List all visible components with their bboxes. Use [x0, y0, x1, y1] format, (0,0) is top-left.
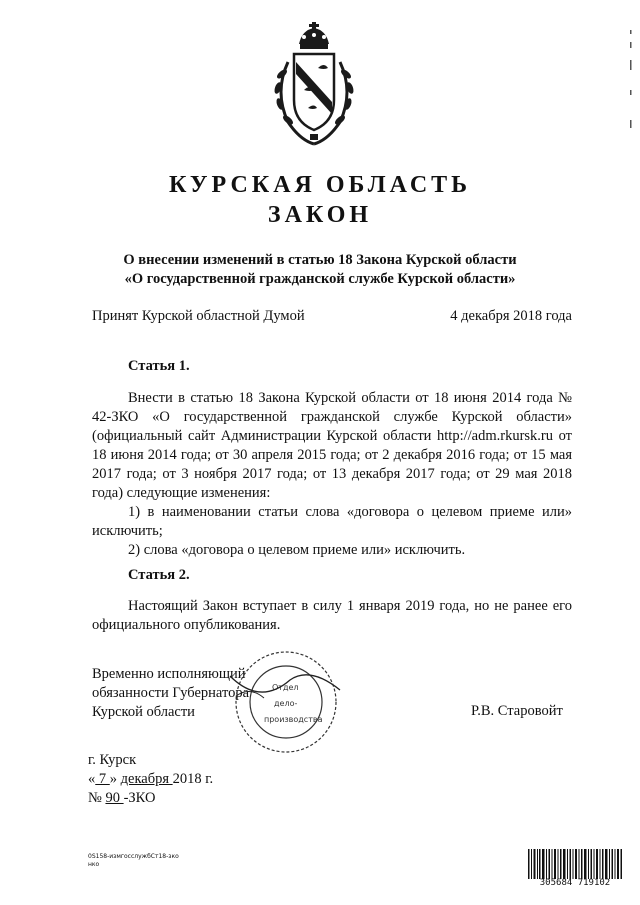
date-close-quote: » — [109, 771, 117, 787]
law-number-sign: № — [88, 790, 102, 806]
signer-position-line-1: Временно исполняющий — [92, 666, 246, 682]
file-code-line-1: 0S158-измгосслужбСт18-зко — [88, 853, 179, 860]
region-title: КУРСКАЯ ОБЛАСТЬ — [168, 172, 472, 198]
law-subject-line-1: О внесении изменений в статью 18 Закона Курской области — [123, 252, 517, 268]
law-subject-line-2: «О государственной гражданской службе Курской области» — [124, 271, 516, 287]
article-1-item-1: 1) в наименовании статьи слова «договора о целевом приеме или» исключить; — [92, 504, 572, 539]
signing-month: декабря — [120, 771, 173, 787]
signing-date — [88, 770, 213, 789]
article-2-body — [92, 597, 572, 635]
svg-text:производства: производства — [264, 715, 323, 724]
scan-edge-mark — [628, 30, 634, 150]
kursk-coat-of-arms-icon — [268, 22, 360, 148]
article-2-paragraph: Настоящий Закон вступает в силу 1 января 2019 года, но не ранее его официального опубликования. — [92, 598, 572, 633]
signing-city: г. Курск — [88, 752, 137, 768]
signer-position-line-3: Курской области — [92, 704, 195, 720]
law-subject — [40, 251, 600, 289]
article-2-title: Статья 2. — [128, 567, 190, 583]
svg-text:Отдел: Отдел — [272, 683, 299, 692]
barcode-number: 305684 719102 — [539, 878, 611, 888]
law-number-value: 90 — [105, 790, 124, 806]
signer-position-line-2: обязанности Губернатора — [92, 685, 250, 701]
adoption-date: 4 декабря 2018 года — [450, 308, 572, 324]
document-type-title: ЗАКОН — [267, 202, 373, 228]
article-1-item-2: 2) слова «договора о целевом приеме или» исключить. — [128, 542, 466, 558]
file-code-line-2: нко — [88, 861, 100, 868]
article-1-paragraph: Внести в статью 18 Закона Курской области от 18 июня 2014 года № 42-ЗКО «О государственной гражданской службе Курской области» (официальный сайт Администрации Курской области http://adm.rkursk.ru от 18 июня 2014 года; от 30 апреля 2015 года; от 2 декабря 2016 года; от 15 мая 2017 года; от 3 ноября 2017 года; от 13 декабря 2017 года; от 29 мая 2018 года) следующие изменения: — [92, 390, 572, 501]
file-code — [88, 853, 179, 869]
signing-year: 2018 г. — [172, 771, 214, 787]
law-number — [88, 789, 213, 808]
article-1-body — [92, 389, 572, 560]
signer-name: Р.В. Старовойт — [471, 703, 563, 719]
signing-day: 7 — [95, 771, 110, 787]
svg-text:дело-: дело- — [274, 699, 298, 708]
date-open-quote: « — [88, 771, 96, 787]
adoption-label: Принят Курской областной Думой — [92, 308, 305, 324]
barcode-icon — [528, 849, 622, 881]
signing-place-block — [88, 751, 213, 808]
article-1-title: Статья 1. — [128, 358, 190, 374]
law-number-suffix: -ЗКО — [123, 790, 156, 806]
office-stamp-icon — [220, 646, 350, 756]
